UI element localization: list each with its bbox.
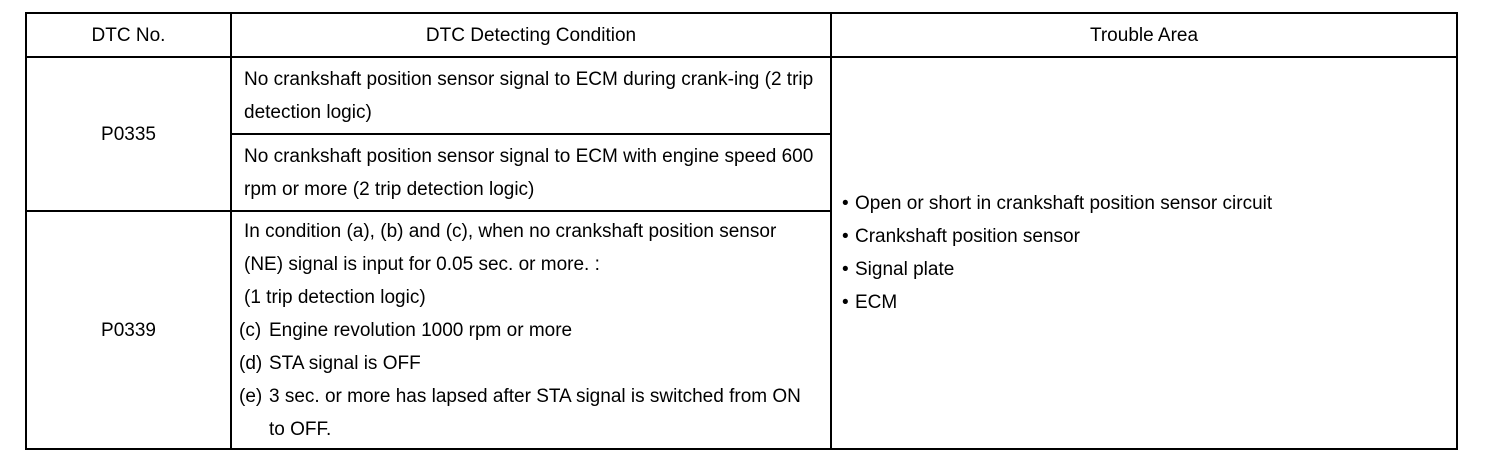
list-item — [842, 286, 1456, 319]
trouble-area-text: ECM — [855, 292, 898, 313]
trouble-area-text: Signal plate — [855, 259, 955, 280]
condition-text: No crankshaft position sensor signal to ECM during crank-ing (2 trip detection logic) — [244, 68, 814, 123]
condition-item — [239, 347, 820, 380]
condition-cell — [231, 211, 831, 449]
condition-intro: In condition (a), (b) and (c), when no crankshaft position sensor (NE) signal is input for 0.05 sec. or more. : — [244, 220, 777, 275]
condition-item-label: (c) — [239, 319, 262, 341]
condition-item-label: (d) — [239, 352, 263, 374]
header-dtc-no: DTC No. — [26, 13, 231, 57]
dtc-table — [25, 12, 1458, 450]
condition-item-text: STA signal is OFF — [269, 352, 421, 374]
table-row — [26, 57, 1457, 134]
trouble-area-text: Open or short in crankshaft position sensor circuit — [855, 193, 1273, 214]
trouble-area-text: Crankshaft position sensor — [855, 226, 1080, 247]
dtc-code-p0339: P0339 — [26, 211, 231, 449]
bullet-icon: • — [842, 292, 849, 313]
trouble-area-cell — [831, 57, 1457, 449]
condition-item-label: (e) — [239, 385, 263, 407]
condition-cell — [231, 57, 831, 134]
bullet-icon: • — [842, 259, 849, 280]
condition-text: No crankshaft position sensor signal to ECM with engine speed 600 rpm or more (2 trip detection logic) — [244, 145, 814, 200]
bullet-icon: • — [842, 226, 849, 247]
list-item — [842, 220, 1456, 253]
condition-item — [239, 314, 820, 347]
list-item — [842, 253, 1456, 286]
condition-item-text: 3 sec. or more has lapsed after STA signal is switched from ON to OFF. — [269, 385, 801, 440]
trouble-area-list — [842, 187, 1456, 319]
bullet-icon: • — [842, 193, 849, 214]
header-condition: DTC Detecting Condition — [231, 13, 831, 57]
header-row — [26, 13, 1457, 57]
list-item — [842, 187, 1456, 220]
dtc-code-p0335: P0335 — [26, 57, 231, 211]
condition-cell — [231, 134, 831, 211]
header-trouble-area: Trouble Area — [831, 13, 1457, 57]
condition-item-text: Engine revolution 1000 rpm or more — [269, 319, 573, 341]
condition-logic: (1 trip detection logic) — [244, 286, 426, 308]
condition-item — [239, 380, 820, 446]
